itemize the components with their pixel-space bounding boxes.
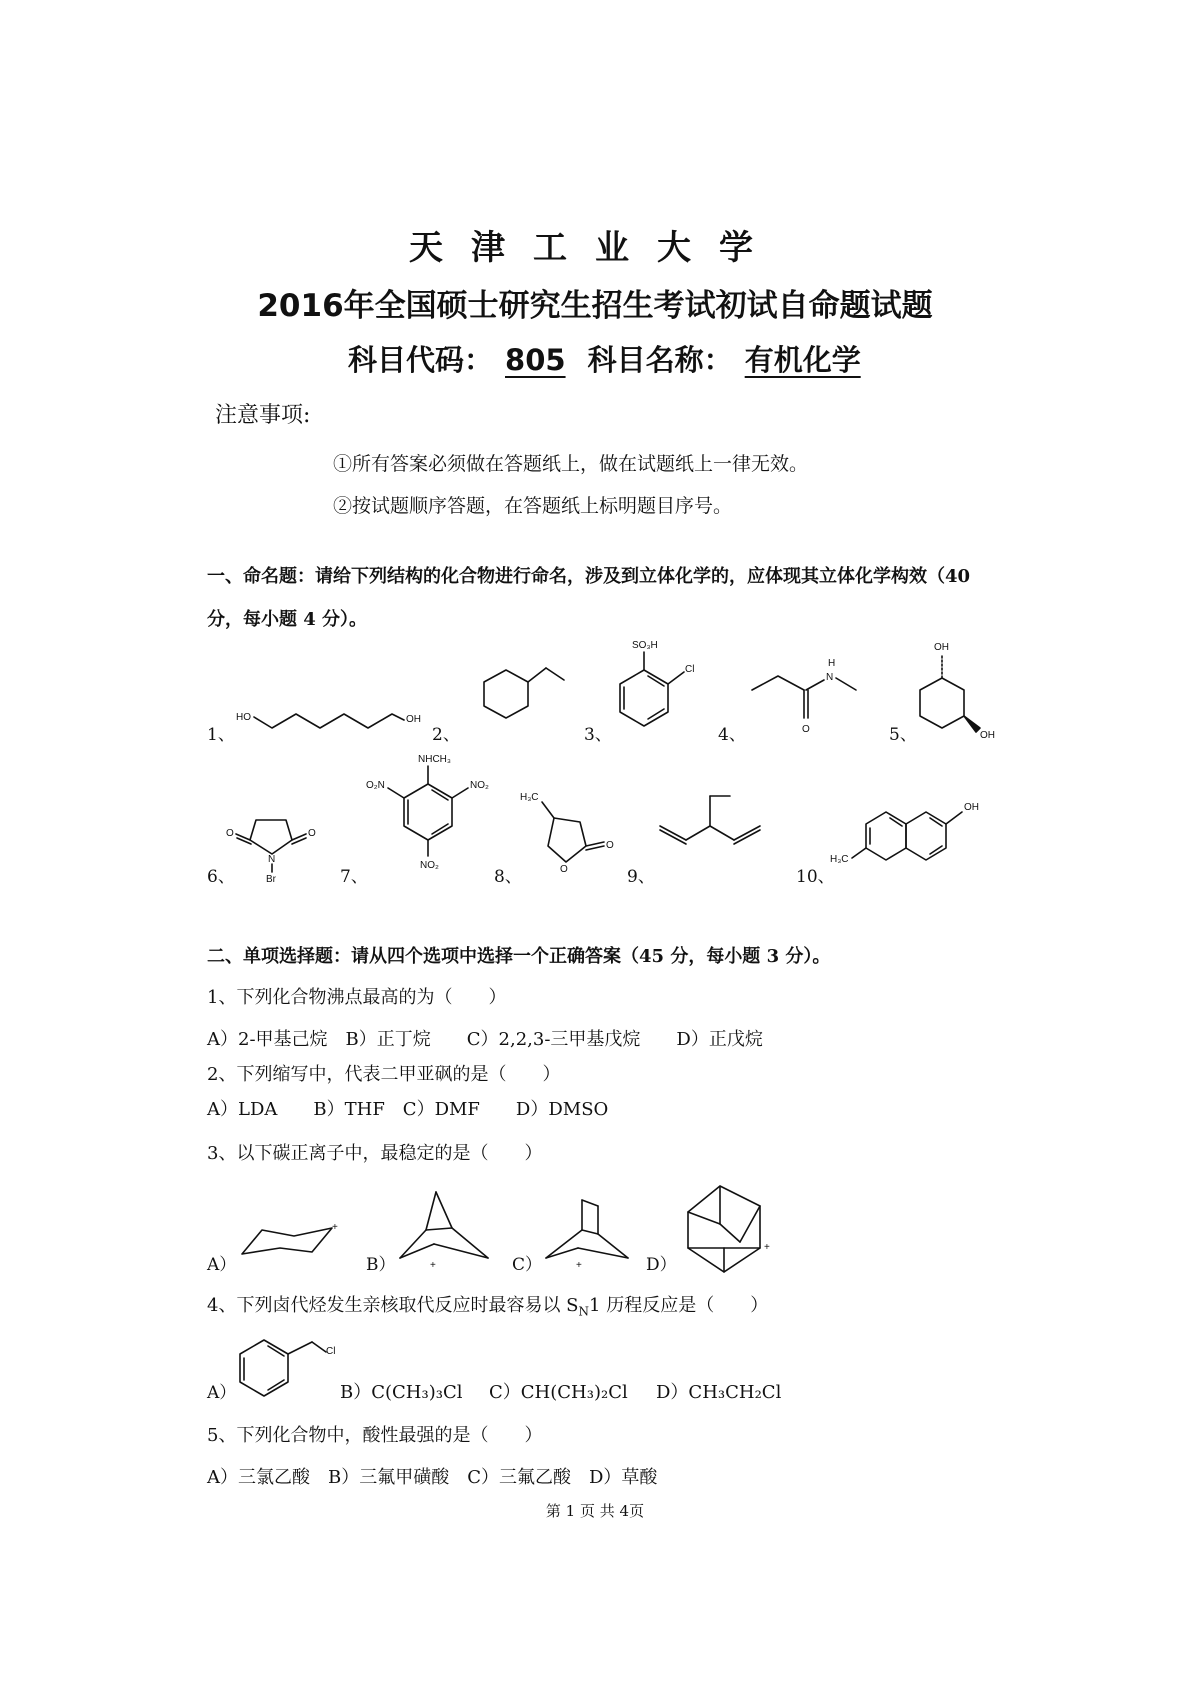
structure-9 <box>652 790 782 880</box>
atom-o2n: O₂N <box>366 780 385 791</box>
page-number: 第 1 页 共 4页 <box>545 1502 645 1520</box>
atom-h: H <box>828 658 836 669</box>
structure-4 <box>744 650 884 740</box>
q4-stem: 4、下列卤代烃发生亲核取代反应时最容易以 $S_N1$ 历程反应是（ ） <box>207 1295 769 1319</box>
label-4: 4、 <box>718 725 746 745</box>
section2-title: 二、单项选择题：请从四个选项中选择一个正确答案（45 分，每小题 3 分）。 <box>207 946 831 967</box>
plus-sign: + <box>332 1222 338 1233</box>
q2-stem: 2、下列缩写中，代表二甲亚砜的是（ ） <box>207 1064 561 1085</box>
label-9: 9、 <box>627 867 655 887</box>
section1-title-line1: 一、命名题：请给下列结构的化合物进行命名，涉及到立体化学的，应体现其立体化学构效（40 <box>207 566 971 587</box>
atom-oh: OH <box>406 714 421 725</box>
exam-title: 2016年全国硕士研究生招生考试初试自命题试题 <box>257 288 933 324</box>
plus-sign: + <box>576 1260 582 1271</box>
atom-h3c: H₃C <box>830 854 849 865</box>
atom-cl: Cl <box>685 664 695 675</box>
label-5: 5、 <box>889 725 917 745</box>
structure-5 <box>908 636 998 751</box>
q5-options: A）三氯乙酸 B）三氟甲磺酸 C）三氟乙酸 D）草酸 <box>207 1467 658 1488</box>
structure-8 <box>520 790 630 890</box>
code-value: 805 <box>505 343 566 377</box>
label-1: 1、 <box>207 725 235 745</box>
atom-o-right: O <box>308 828 316 839</box>
atom-oh-bottom: OH <box>980 730 995 741</box>
q3-label-b: B） <box>366 1255 396 1275</box>
atom-so3h: SO₃H <box>632 640 658 651</box>
label-6: 6、 <box>207 867 235 887</box>
plus-sign: + <box>764 1242 770 1253</box>
code-label: 科目代码： <box>348 343 494 377</box>
q3-label-d: D） <box>646 1255 677 1275</box>
structure-3 <box>608 636 708 746</box>
atom-n: N <box>826 672 834 683</box>
structure-6 <box>226 800 326 885</box>
atom-h3c: H₃C <box>520 792 539 803</box>
atom-o-carbonyl: O <box>606 840 614 851</box>
atom-cl: Cl <box>326 1346 336 1357</box>
subject-line <box>348 338 873 379</box>
q1-stem: 1、下列化合物沸点最高的为（ ） <box>207 987 507 1008</box>
q2-options: A）LDA B）THF C）DMF D）DMSO <box>207 1099 609 1120</box>
name-value: 有机化学 <box>744 343 861 377</box>
structure-10 <box>830 792 1010 872</box>
q3-structure-d <box>680 1182 790 1282</box>
note-item-1: ①所有答案必须做在答题纸上，做在试题纸上一律无效。 <box>333 453 809 475</box>
section1-title-line2: 分，每小题 4 分）。 <box>207 609 368 630</box>
university-name: 天津工业大学 <box>409 228 781 268</box>
q3-structure-c <box>542 1196 642 1276</box>
q3-structure-b <box>396 1188 496 1278</box>
label-3: 3、 <box>584 725 612 745</box>
q5-stem: 5、下列化合物中，酸性最强的是（ ） <box>207 1425 543 1446</box>
atom-oh: OH <box>964 802 979 813</box>
label-8: 8、 <box>494 867 522 887</box>
note-item-2: ②按试题顺序答题，在答题纸上标明题目序号。 <box>333 495 733 517</box>
atom-n: N <box>268 854 276 865</box>
q4-structure-a <box>236 1330 346 1410</box>
atom-o: O <box>802 724 810 735</box>
name-label: 科目名称： <box>587 343 733 377</box>
structure-7 <box>362 752 492 892</box>
atom-ho: HO <box>236 712 251 723</box>
label-10: 10、 <box>796 867 835 887</box>
atom-no2-bottom: NO₂ <box>420 860 439 871</box>
atom-oh-top: OH <box>934 642 949 653</box>
q3-stem: 3、以下碳正离子中，最稳定的是（ ） <box>207 1143 543 1164</box>
atom-no2-right: NO₂ <box>470 780 489 791</box>
label-7: 7、 <box>340 867 368 887</box>
atom-o-left: O <box>226 828 234 839</box>
notes-heading: 注意事项: <box>215 403 311 428</box>
label-2: 2、 <box>432 725 460 745</box>
atom-o-ring: O <box>560 864 568 875</box>
q4-option-b: B）C(CH₃)₃Cl <box>340 1382 463 1403</box>
q3-structure-a <box>236 1220 346 1270</box>
atom-br: Br <box>266 874 276 885</box>
q4-option-d: D）CH₃CH₂Cl <box>656 1382 782 1403</box>
plus-sign: + <box>430 1260 436 1271</box>
atom-nhch3: NHCH₃ <box>418 754 451 765</box>
q4-option-c: C）CH(CH₃)₂Cl <box>489 1382 628 1403</box>
q1-options: A）2-甲基己烷 B）正丁烷 C）2,2,3-三甲基戊烷 D）正戊烷 <box>207 1029 763 1050</box>
q3-label-c: C） <box>512 1255 543 1275</box>
q4-label-a: A） <box>207 1383 237 1403</box>
structure-1 <box>236 700 426 740</box>
structure-2 <box>456 660 576 750</box>
q3-label-a: A） <box>207 1255 237 1275</box>
